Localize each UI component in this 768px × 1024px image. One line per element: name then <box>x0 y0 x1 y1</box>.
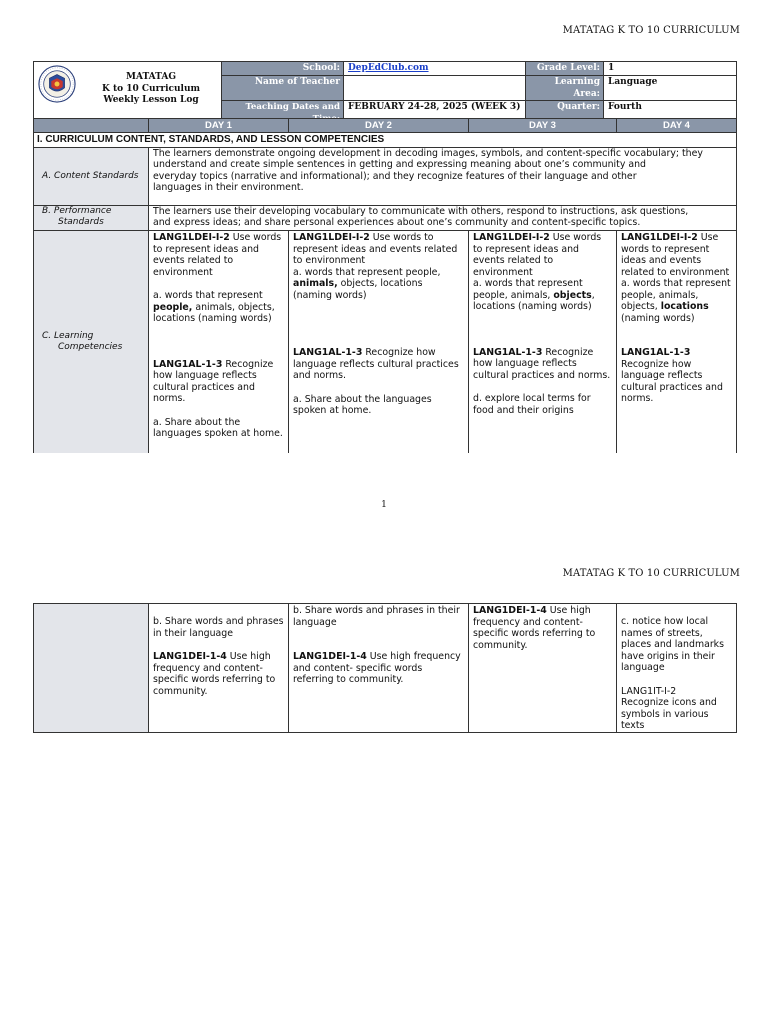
competency-item-a: a. words that represent people, <box>293 266 441 278</box>
competency-share-words-item: b. Share words and phrases in their language <box>153 616 284 639</box>
content-standards-line-3: everyday topics (narrative and informational); and they recognize features of their language and other <box>153 170 637 182</box>
org-line-2: K to 10 Curriculum <box>101 83 201 94</box>
day-header-row <box>34 119 737 133</box>
competency-item-a-rest: , locations (naming words) <box>473 289 595 312</box>
section-title: I. CURRICULUM CONTENT, STANDARDS, AND LESSON COMPETENCIES <box>34 133 737 148</box>
lesson-log-table-continued <box>33 603 737 733</box>
performance-standards-label-b: Standards <box>58 217 104 227</box>
competency-share-words-item: b. Share words and phrases in their language <box>293 605 460 628</box>
performance-standards-row <box>34 206 737 231</box>
learning-competencies-label <box>34 231 149 454</box>
competency-text: Recognize how language reflects cultural practices and norms. <box>621 358 723 404</box>
learning-competencies-row <box>34 231 737 454</box>
competency-code: LANG1AL-1-3 <box>473 346 543 358</box>
performance-standards-label <box>34 206 149 231</box>
competency-explore-item: d. explore local terms for food and their origins <box>473 393 591 416</box>
content-standards-line-1: The learners demonstrate ongoing development in decoding images, symbols, and content-specific vocabulary; they <box>153 148 703 159</box>
competency-share-item: a. Share about the languages spoken at home. <box>293 393 432 416</box>
teacher-label: Name of Teacher <box>222 76 344 101</box>
org-line-3: Weekly Lesson Log <box>103 95 199 105</box>
performance-standards-line-1: The learners use their developing vocabulary to communicate with others, respond to instructions, ask questions, <box>153 206 689 217</box>
page-header: MATATAG K TO 10 CURRICULUM <box>562 568 740 579</box>
teaching-dates-value: FEBRUARY 24-28, 2025 (WEEK 3) <box>344 101 526 126</box>
content-standards-line-4: languages in their environment. <box>153 181 304 193</box>
competency-item-a: a. words that represent people, animals, objects, <box>621 278 731 312</box>
day-header-1: DAY 1 <box>149 119 289 133</box>
competency-text: Recognize how language reflects cultural practices and norms. <box>153 358 274 404</box>
grade-level-value: 1 <box>604 62 737 76</box>
header-logo-cell <box>34 62 222 126</box>
learning-area-value: Language <box>604 76 737 101</box>
competency-item-a: a. words that represent people, animals, <box>473 278 583 301</box>
competency-text: Use words to represent ideas and events related to environment <box>473 232 602 278</box>
school-value <box>344 62 526 76</box>
competency-text: Recognize how language reflects cultural practices and norms. <box>473 346 611 381</box>
competency-text: Use words to represent ideas and events related to environment <box>621 232 730 278</box>
quarter-label: Quarter: <box>526 101 604 126</box>
competency-day-3 <box>469 231 617 454</box>
competency-day-3-continued <box>469 604 617 733</box>
competency-code: LANG1LDEI-I-2 <box>293 232 370 243</box>
competency-code: LANG1AL-1-3 <box>293 347 363 358</box>
competency-code: LANG1DEI-1-4 <box>153 651 227 662</box>
competency-text: Recognize icons and symbols in various texts <box>621 697 717 731</box>
competency-code: LANG1IT-I-2 <box>621 685 677 697</box>
learning-competencies-label-continued <box>34 604 149 733</box>
competency-day-1 <box>149 231 289 454</box>
day-header-blank <box>34 119 149 133</box>
content-standards-text <box>149 148 737 206</box>
competency-item-a-rest: animals, objects, locations (naming words) <box>153 301 275 324</box>
deped-seal-icon <box>38 65 76 103</box>
competency-emphasis: animals, <box>293 278 338 289</box>
competency-emphasis: locations <box>660 301 709 312</box>
competency-notice-item: c. notice how local names of streets, places and landmarks have origins in their language <box>621 616 724 673</box>
competency-item-a-rest: (naming words) <box>621 312 695 324</box>
learning-competencies-label-b: Competencies <box>58 342 123 352</box>
section-row <box>34 133 737 148</box>
content-standards-line-2: understand and create simple sentences in getting and expressing meaning about one’s community and <box>153 159 647 171</box>
day-header-4: DAY 4 <box>617 119 737 133</box>
org-line-1: MATATAG <box>125 72 177 82</box>
competency-day-4 <box>617 231 737 454</box>
competency-code: LANG1LDEI-I-2 <box>153 232 230 243</box>
competency-code: LANG1LDEI-I-2 <box>473 232 550 243</box>
competency-code: LANG1LDEI-I-2 <box>621 232 698 243</box>
competency-code: LANG1AL-1-3 <box>621 347 691 358</box>
learning-area-label: Learning Area: <box>526 76 604 101</box>
competency-text: Recognize how language reflects cultural practices and norms. <box>293 347 459 381</box>
competency-text: Use high frequency and content-specific words referring to community. <box>473 605 596 651</box>
competency-text: Use words to represent ideas and events related to environment <box>153 232 282 278</box>
lesson-info-table <box>33 61 737 126</box>
competency-text: Use words to represent ideas and events related to environment <box>293 232 458 266</box>
competency-day-1-continued <box>149 604 289 733</box>
competency-code: LANG1AL-1-3 <box>153 358 223 370</box>
school-link[interactable]: DepEdClub.com <box>348 63 429 73</box>
lesson-log-table <box>33 118 737 453</box>
performance-standards-label-a: B. Performance <box>42 206 112 216</box>
day-header-3: DAY 3 <box>469 119 617 133</box>
performance-standards-line-2: and express ideas; and share personal experiences about one’s community and content-specific topics. <box>153 217 641 229</box>
competency-emphasis: people, <box>153 301 193 313</box>
competency-item-a: a. words that represent <box>153 290 263 301</box>
content-standards-row <box>34 148 737 206</box>
competency-share-item: a. Share about the languages spoken at home. <box>153 416 283 439</box>
content-standards-label: A. Content Standards <box>34 148 149 206</box>
competency-emphasis: objects <box>553 289 592 301</box>
org-title <box>86 72 216 107</box>
competency-text: Use high frequency and content-specific words referring to community. <box>153 651 276 697</box>
competency-item-a-rest: objects, locations (naming words) <box>293 278 423 301</box>
competency-day-2-continued <box>289 604 469 733</box>
competency-day-4-continued <box>617 604 737 733</box>
school-label: School: <box>222 62 344 76</box>
learning-competencies-row-continued <box>34 604 737 733</box>
competency-day-2 <box>289 231 469 454</box>
teaching-dates-label: Teaching Dates and <box>222 101 344 126</box>
page-number: 1 <box>381 500 387 510</box>
competency-code: LANG1DEI-1-4 <box>473 605 547 616</box>
teacher-value <box>344 76 526 101</box>
page-header: MATATAG K TO 10 CURRICULUM <box>562 25 740 36</box>
learning-competencies-label-a: C. Learning <box>42 331 94 341</box>
quarter-value: Fourth <box>604 101 737 126</box>
grade-level-label: Grade Level: <box>526 62 604 76</box>
competency-code: LANG1DEI-1-4 <box>293 651 367 662</box>
competency-text: Use high frequency and content- specific words referring to community. <box>293 651 461 685</box>
day-header-2: DAY 2 <box>289 119 469 133</box>
performance-standards-text <box>149 206 737 231</box>
